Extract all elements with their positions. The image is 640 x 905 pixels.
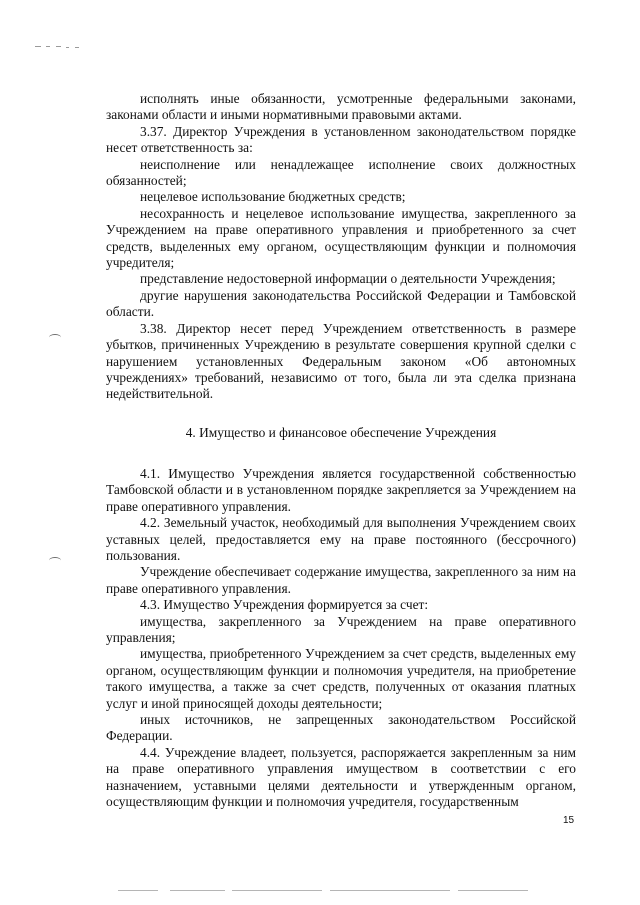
paragraph: исполнять иные обязанности, усмотренные федеральными законами, законами области и иными нормативными правовыми актами. bbox=[106, 91, 576, 123]
paragraph: Учреждение обеспечивает содержание имущества, закрепленного за ним на праве оперативного управления. bbox=[106, 564, 576, 596]
scan-artifact bbox=[35, 46, 41, 47]
paragraph: 4.4. Учреждение владеет, пользуется, распоряжается закрепленным за ним на праве оперативного управления имуществом в соответствии с его назначением, уставными целями деятельности и утвержденным органом, осуществляющим функции и полномочия учредителя, государственным bbox=[106, 744, 576, 810]
paragraph: имущества, закрепленного за Учреждением на праве оперативного управления; bbox=[106, 613, 576, 645]
binding-hole-mark bbox=[49, 334, 61, 341]
paragraph: нецелевое использование бюджетных средств; bbox=[140, 189, 406, 205]
binding-hole-mark bbox=[49, 557, 61, 564]
scan-artifact bbox=[46, 46, 50, 47]
paragraph: 4.3. Имущество Учреждения формируется за счет: bbox=[140, 597, 429, 613]
paragraph: 4.1. Имущество Учреждения является государственной собственностью Тамбовской области и в установленном порядке закрепляется за Учреждением на праве оперативного управления. bbox=[106, 465, 576, 514]
paragraph: иных источников, не запрещенных законодательством Российской Федерации. bbox=[106, 712, 576, 744]
scan-artifact bbox=[75, 47, 79, 48]
paragraph-spacer bbox=[106, 403, 576, 419]
paragraph: несохранность и нецелевое использование имущества, закрепленного за Учреждением на праве оперативного управления и приобретенного за счет средств, выделенных ему органом, осуществляющим функции и полномочия учредителя; bbox=[106, 205, 576, 271]
scan-bottom-edge bbox=[458, 890, 528, 891]
paragraph: 4.2. Земельный участок, необходимый для выполнения Учреждением своих уставных целей, предоставляется ему на праве постоянного (бессрочного) пользования. bbox=[106, 515, 576, 563]
scan-bottom-edge bbox=[232, 890, 322, 891]
paragraph: имущества, приобретенного Учреждением за счет средств, выделенных ему органом, осуществляющим функции и полномочия учредителя, на приобретение такого имущества, а также за счет средств, полученных от оказания платных услуг и иной приносящей доходы деятельности; bbox=[106, 646, 576, 711]
scan-bottom-edge bbox=[170, 890, 225, 891]
paragraph-spacer bbox=[106, 450, 576, 466]
scan-bottom-edge bbox=[118, 890, 158, 891]
paragraph: представление недостоверной информации о деятельности Учреждения; bbox=[140, 271, 556, 287]
section-heading: 4. Имущество и финансовое обеспечение Учреждения bbox=[185, 425, 497, 441]
document-body bbox=[106, 91, 576, 810]
paragraph: неисполнение или ненадлежащее исполнение своих должностных обязанностей; bbox=[106, 156, 576, 189]
scan-bottom-edge bbox=[330, 890, 450, 891]
scan-artifact bbox=[56, 46, 61, 47]
paragraph: другие нарушения законодательства Российской Федерации и Тамбовской области. bbox=[106, 287, 576, 320]
page-number: 15 bbox=[563, 815, 575, 826]
paragraph: 3.38. Директор несет перед Учреждением ответственность в размере убытков, причиненных Учреждению в результате совершения крупной сделки с нарушением установленных Федеральным законом «Об автономных учреждениях» требований, независимо от того, была ли эта сделка признана недействительной. bbox=[106, 320, 576, 402]
paragraph: 3.37. Директор Учреждения в установленном законодательством порядке несет ответственность за: bbox=[106, 123, 576, 156]
scan-artifact bbox=[66, 47, 69, 48]
